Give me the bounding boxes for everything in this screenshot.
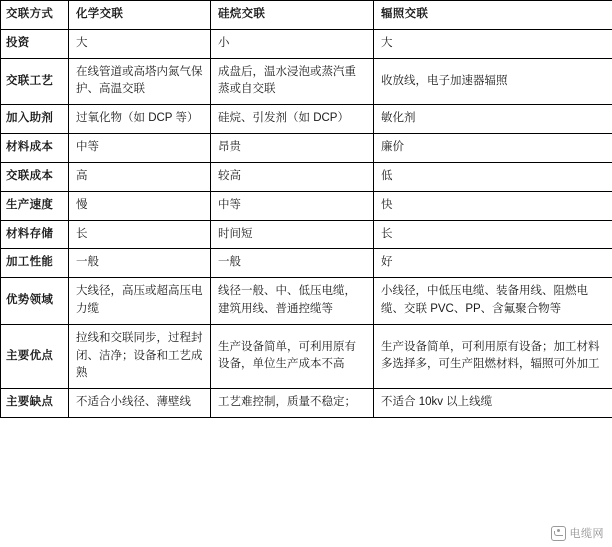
row-cell: 中等 xyxy=(69,134,211,163)
row-label: 优势领域 xyxy=(1,278,69,325)
table-row xyxy=(1,134,612,163)
row-cell: 高 xyxy=(69,162,211,191)
table-row xyxy=(1,191,612,220)
row-cell: 工艺难控制，质量不稳定； xyxy=(211,389,374,418)
row-cell: 大 xyxy=(69,29,211,58)
row-cell: 不适合 10kv 以上线缆 xyxy=(374,389,612,418)
row-cell: 一般 xyxy=(211,249,374,278)
row-cell: 拉线和交联同步，过程封闭、洁净；设备和工艺成熟 xyxy=(69,324,211,388)
row-label: 主要缺点 xyxy=(1,389,69,418)
row-cell: 大 xyxy=(374,29,612,58)
row-cell: 长 xyxy=(374,220,612,249)
row-cell: 昂贵 xyxy=(211,134,374,163)
row-cell: 时间短 xyxy=(211,220,374,249)
row-label: 生产速度 xyxy=(1,191,69,220)
row-cell: 小 xyxy=(211,29,374,58)
row-cell: 成盘后，温水浸泡或蒸汽重蒸或自交联 xyxy=(211,58,374,105)
row-cell: 好 xyxy=(374,249,612,278)
row-cell: 长 xyxy=(69,220,211,249)
table-row xyxy=(1,278,612,325)
row-cell: 不适合小线径、薄壁线 xyxy=(69,389,211,418)
table-row xyxy=(1,249,612,278)
table-row xyxy=(1,162,612,191)
row-cell: 收放线，电子加速器辐照 xyxy=(374,58,612,105)
row-cell: 生产设备简单，可利用原有设备，单位生产成本不高 xyxy=(211,324,374,388)
row-cell: 线径一般、中、低压电缆，建筑用线、普通控缆等 xyxy=(211,278,374,325)
table-row xyxy=(1,389,612,418)
table-row xyxy=(1,29,612,58)
table-row xyxy=(1,58,612,105)
row-label: 加工性能 xyxy=(1,249,69,278)
row-cell: 廉价 xyxy=(374,134,612,163)
watermark-label: 电缆网 xyxy=(569,528,604,540)
row-cell: 敏化剂 xyxy=(374,105,612,134)
row-label: 材料存储 xyxy=(1,220,69,249)
row-label: 主要优点 xyxy=(1,324,69,388)
row-label: 交联工艺 xyxy=(1,58,69,105)
row-label: 加入助剂 xyxy=(1,105,69,134)
table-column-header-2: 硅烷交联 xyxy=(211,1,374,30)
wechat-icon xyxy=(551,526,566,541)
row-label: 交联成本 xyxy=(1,162,69,191)
row-label: 材料成本 xyxy=(1,134,69,163)
row-label: 投资 xyxy=(1,29,69,58)
table-header-row xyxy=(1,1,612,30)
row-cell: 一般 xyxy=(69,249,211,278)
row-cell: 快 xyxy=(374,191,612,220)
row-cell: 在线管道或高塔内氮气保护、高温交联 xyxy=(69,58,211,105)
row-cell: 小线径，中低压电缆、装备用线、阻燃电缆、交联 PVC、PP、含氟聚合物等 xyxy=(374,278,612,325)
row-cell: 低 xyxy=(374,162,612,191)
table-row xyxy=(1,220,612,249)
row-cell: 较高 xyxy=(211,162,374,191)
row-cell: 过氧化物（如 DCP 等） xyxy=(69,105,211,134)
table-column-header-1: 化学交联 xyxy=(69,1,211,30)
table-row xyxy=(1,324,612,388)
row-cell: 大线径，高压或超高压电力缆 xyxy=(69,278,211,325)
row-cell: 中等 xyxy=(211,191,374,220)
row-cell: 生产设备简单，可利用原有设备；加工材料多选择多，可生产阻燃材料，辐照可外加工 xyxy=(374,324,612,388)
table-row xyxy=(1,105,612,134)
watermark xyxy=(551,525,605,541)
row-cell: 慢 xyxy=(69,191,211,220)
table-column-header-3: 辐照交联 xyxy=(374,1,612,30)
table-column-header-0: 交联方式 xyxy=(1,1,69,30)
row-cell: 硅烷、引发剂（如 DCP） xyxy=(211,105,374,134)
